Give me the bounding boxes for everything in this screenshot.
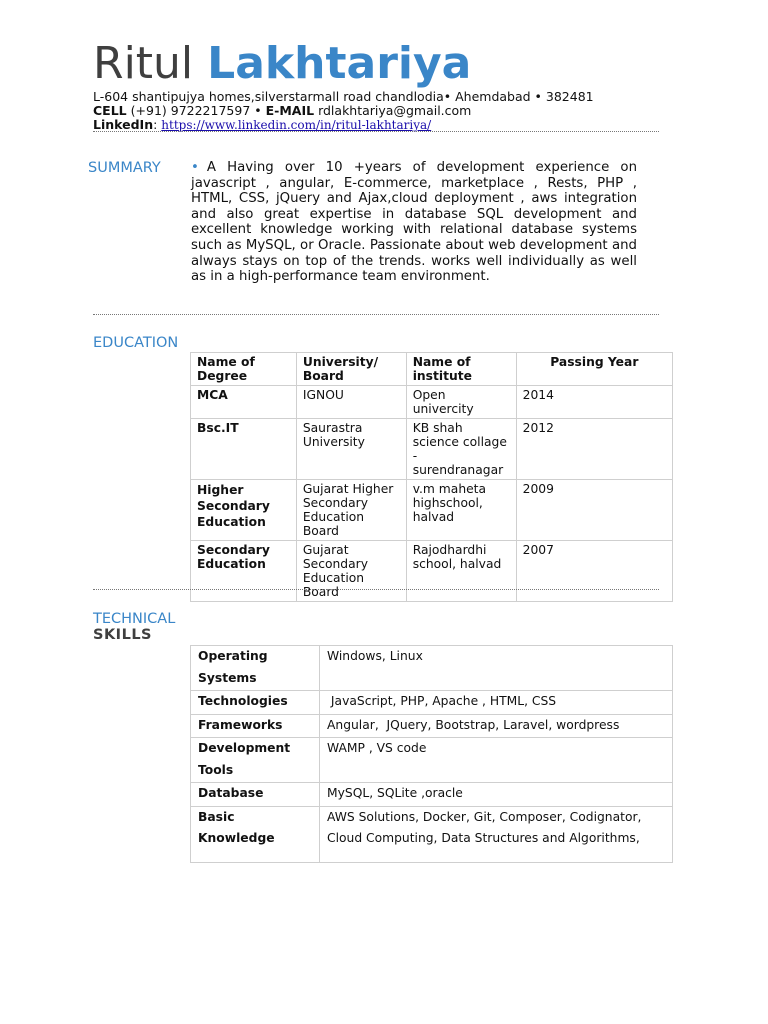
university-cell: Gujarat Secondary Education Board bbox=[296, 541, 406, 602]
skill-category: Frameworks bbox=[191, 714, 320, 738]
skill-category: Development Tools bbox=[191, 738, 320, 783]
last-name: Lakhtariya bbox=[207, 38, 472, 89]
cell-value: (+91) 9722217597 bbox=[130, 103, 251, 118]
linkedin-label: LinkedIn bbox=[93, 117, 154, 132]
skill-values: Windows, Linux bbox=[320, 646, 673, 691]
summary-text bbox=[191, 160, 637, 285]
year-cell: 2012 bbox=[516, 419, 672, 480]
institute-cell: v.m maheta highschool, halvad bbox=[406, 480, 516, 541]
education-table bbox=[190, 352, 673, 602]
candidate-name bbox=[93, 38, 471, 90]
year-cell: 2007 bbox=[516, 541, 672, 602]
phone-email-line bbox=[93, 103, 471, 118]
table-row bbox=[191, 646, 673, 691]
table-row bbox=[191, 691, 673, 715]
first-name: Ritul bbox=[93, 38, 194, 89]
skill-category: Technologies bbox=[191, 691, 320, 715]
table-row bbox=[191, 386, 673, 419]
table-row bbox=[191, 541, 673, 602]
education-heading: EDUCATION bbox=[93, 335, 179, 351]
separator: • bbox=[254, 103, 262, 118]
institute-cell: Open univercity bbox=[406, 386, 516, 419]
skill-category: Database bbox=[191, 783, 320, 807]
address-line: L-604 shantipujya homes,silverstarmall road chandlodia• Ahemdabad • 382481 bbox=[93, 89, 594, 104]
table-row bbox=[191, 419, 673, 480]
degree-cell: Higher Secondary Education bbox=[191, 480, 297, 541]
linkedin-line: LinkedIn: https://www.linkedin.com/in/ritul-lakhtariya/ bbox=[93, 117, 432, 132]
institute-cell: Rajodhardhi school, halvad bbox=[406, 541, 516, 602]
degree-cell: Secondary Education bbox=[191, 541, 297, 602]
university-cell: Saurastra University bbox=[296, 419, 406, 480]
header-institute: Name of institute bbox=[406, 353, 516, 386]
header-university: University/ Board bbox=[296, 353, 406, 386]
skills-subheading: SKILLS bbox=[93, 627, 152, 643]
email-value: rdlakhtariya@gmail.com bbox=[318, 103, 472, 118]
table-row bbox=[191, 480, 673, 541]
header-passing-year: Passing Year bbox=[516, 353, 672, 386]
table-row bbox=[191, 806, 673, 862]
table-row bbox=[191, 714, 673, 738]
table-row bbox=[191, 783, 673, 807]
university-cell: Gujarat Higher Secondary Education Board bbox=[296, 480, 406, 541]
linkedin-link[interactable]: https://www.linkedin.com/in/ritul-lakhtariya/ bbox=[161, 118, 432, 132]
header-divider bbox=[93, 131, 659, 132]
table-row bbox=[191, 738, 673, 783]
education-header-row bbox=[191, 353, 673, 386]
skill-values: MySQL, SQLite ,oracle bbox=[320, 783, 673, 807]
skills-heading: TECHNICAL bbox=[93, 611, 176, 627]
summary-bullet: • bbox=[191, 160, 199, 175]
year-cell: 2014 bbox=[516, 386, 672, 419]
institute-cell: KB shah science collage - surendranagar bbox=[406, 419, 516, 480]
skill-values: JavaScript, PHP, Apache , HTML, CSS bbox=[320, 691, 673, 715]
summary-heading: SUMMARY bbox=[88, 160, 161, 176]
skill-category: Operating Systems bbox=[191, 646, 320, 691]
summary-divider bbox=[93, 314, 659, 315]
skill-values: WAMP , VS code bbox=[320, 738, 673, 783]
year-cell: 2009 bbox=[516, 480, 672, 541]
summary-body: A Having over 10 +years of development experience on javascript , angular, E-commerce, marketplace , Rests, PHP , HTML, CSS, jQuery and Ajax,cloud deployment , aws integration and also great expertise in database SQL development and excellent knowledge working with relational database systems such as MySQL, or Oracle. Passionate about web development and always stays on top of the trends. works well individually as well as in a high-performance team environment. bbox=[191, 160, 637, 285]
skill-values: Angular, JQuery, Bootstrap, Laravel, wordpress bbox=[320, 714, 673, 738]
skill-values: AWS Solutions, Docker, Git, Composer, Codignator, Cloud Computing, Data Structures and Algorithms, bbox=[320, 806, 673, 862]
skill-category: Basic Knowledge bbox=[191, 806, 320, 862]
cell-label: CELL bbox=[93, 103, 127, 118]
education-divider bbox=[93, 589, 659, 590]
skills-table bbox=[190, 645, 673, 863]
degree-cell: MCA bbox=[191, 386, 297, 419]
university-cell: IGNOU bbox=[296, 386, 406, 419]
email-label: E-MAIL bbox=[265, 103, 315, 118]
header-degree: Name of Degree bbox=[191, 353, 297, 386]
degree-cell: Bsc.IT bbox=[191, 419, 297, 480]
